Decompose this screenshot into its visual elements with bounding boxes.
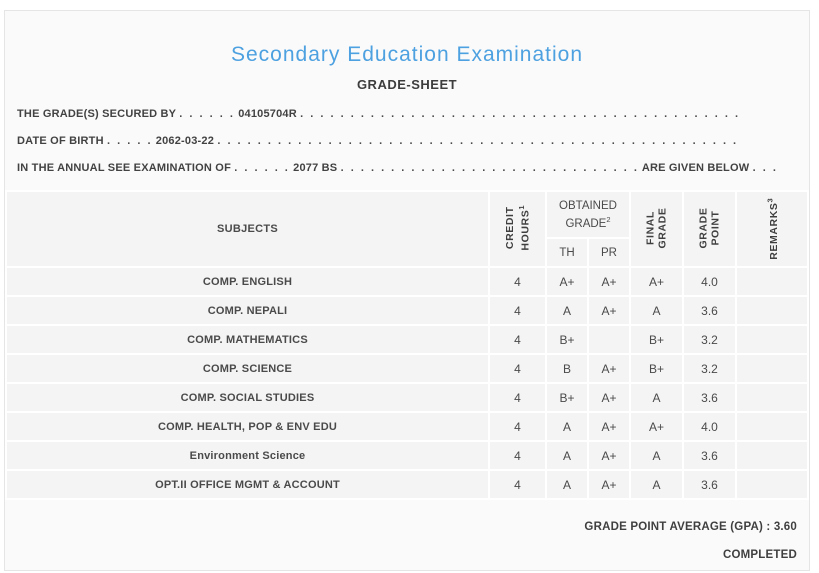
- footnote-marker: 1: [516, 205, 526, 210]
- info-suffix: ARE GIVEN BELOW: [641, 162, 750, 174]
- examination-year-value: 2077 BS: [293, 162, 338, 174]
- practical-grade: A+: [589, 413, 629, 440]
- theory-grade: A: [547, 442, 587, 469]
- grade-point: 4.0: [684, 268, 735, 295]
- remarks-value: [737, 268, 807, 295]
- table-row: [7, 297, 807, 324]
- final-grade: A: [631, 442, 682, 469]
- table-row: [7, 442, 807, 469]
- remarks-value: [737, 355, 807, 382]
- info-line-date-of-birth: [17, 134, 797, 148]
- grade-sheet-panel: [4, 10, 810, 571]
- dot-leader: . . . . . . . . . . . . . . . . . . . . . . . . . . . . . . . . . . . . . . . . . . . . . . . . . . . .: [217, 135, 739, 147]
- grade-point: 3.6: [684, 384, 735, 411]
- credit-hours-value: 4: [490, 471, 545, 498]
- final-grade: B+: [631, 326, 682, 353]
- subject-name: COMP. SCIENCE: [7, 355, 488, 382]
- info-label: DATE OF BIRTH: [17, 135, 104, 147]
- practical-grade: A+: [589, 355, 629, 382]
- col-header-subjects: SUBJECTS: [7, 192, 488, 266]
- col-header-remarks: [737, 192, 807, 266]
- col-header-final-grade: [631, 192, 682, 266]
- table-row: [7, 268, 807, 295]
- info-line-grades-secured-by: [17, 107, 797, 121]
- subject-name: COMP. SOCIAL STUDIES: [7, 384, 488, 411]
- info-label: THE GRADE(S) SECURED BY: [17, 108, 177, 120]
- page-title: Secondary Education Examination: [230, 43, 584, 66]
- theory-grade: B: [547, 355, 587, 382]
- practical-grade: A+: [589, 471, 629, 498]
- col-header-obtained-grade: [547, 192, 629, 237]
- theory-grade: A: [547, 297, 587, 324]
- credit-hours-value: 4: [490, 268, 545, 295]
- credit-hours-value: 4: [490, 384, 545, 411]
- credit-hours-value: 4: [490, 326, 545, 353]
- col-header-final-line1: FINAL: [644, 211, 657, 245]
- theory-grade: A+: [547, 268, 587, 295]
- col-header-credit-line1: CREDIT: [503, 206, 516, 250]
- remarks-value: [737, 297, 807, 324]
- remarks-value: [737, 442, 807, 469]
- final-grade: A+: [631, 268, 682, 295]
- practical-grade: A+: [589, 297, 629, 324]
- grade-point: 3.6: [684, 297, 735, 324]
- table-row: [7, 355, 807, 382]
- grade-point: 4.0: [684, 413, 735, 440]
- grades-table: [5, 190, 809, 500]
- col-header-grade-point: [684, 192, 735, 266]
- table-row: [7, 384, 807, 411]
- col-header-credit-hours: [490, 192, 545, 266]
- theory-grade: A: [547, 413, 587, 440]
- grade-point: 3.6: [684, 471, 735, 498]
- remarks-value: [737, 326, 807, 353]
- col-header-credit-line2: HOURS: [519, 209, 532, 251]
- col-header-point-line2: POINT: [709, 210, 722, 246]
- subject-name: COMP. MATHEMATICS: [7, 326, 488, 353]
- info-line-examination-year: [17, 161, 797, 175]
- remarks-value: [737, 384, 807, 411]
- table-row: [7, 326, 807, 353]
- theory-grade: A: [547, 471, 587, 498]
- dot-leader: . . . . . .: [179, 108, 235, 120]
- grade-sheet-subtitle: GRADE-SHEET: [356, 77, 458, 92]
- final-grade: A: [631, 471, 682, 498]
- info-label: IN THE ANNUAL SEE EXAMINATION OF: [17, 162, 231, 174]
- col-header-point-line1: GRADE: [697, 207, 710, 249]
- final-grade: A: [631, 384, 682, 411]
- dot-leader: . . .: [752, 162, 778, 174]
- table-header-row-1: [7, 192, 807, 237]
- col-header-obtained-line2: GRADE: [565, 217, 607, 230]
- col-header-practical: PR: [589, 239, 629, 266]
- theory-grade: B+: [547, 326, 587, 353]
- theory-grade: B+: [547, 384, 587, 411]
- final-grade: B+: [631, 355, 682, 382]
- grade-point: 3.6: [684, 442, 735, 469]
- subject-name: Environment Science: [7, 442, 488, 469]
- credit-hours-value: 4: [490, 297, 545, 324]
- dot-leader: . . . . .: [107, 135, 153, 147]
- status-completed: COMPLETED: [723, 549, 797, 561]
- footnote-marker: 3: [765, 197, 775, 202]
- col-header-final-line2: GRADE: [656, 207, 669, 249]
- subject-name: COMP. NEPALI: [7, 297, 488, 324]
- dot-leader: . . . . . . . . . . . . . . . . . . . . . . . . . . . . . .: [340, 162, 639, 174]
- subject-name: OPT.II OFFICE MGMT & ACCOUNT: [7, 471, 488, 498]
- table-row: [7, 413, 807, 440]
- final-grade: A+: [631, 413, 682, 440]
- col-header-obtained-line1: OBTAINED: [559, 199, 617, 212]
- footnote-marker: 2: [606, 214, 611, 224]
- gpa-summary: GRADE POINT AVERAGE (GPA) : 3.60: [584, 521, 797, 533]
- subject-name: COMP. ENGLISH: [7, 268, 488, 295]
- practical-grade: A+: [589, 268, 629, 295]
- practical-grade: A+: [589, 442, 629, 469]
- candidate-info: [17, 107, 797, 175]
- grade-point: 3.2: [684, 355, 735, 382]
- credit-hours-value: 4: [490, 355, 545, 382]
- dot-leader: . . . . . . . . . . . . . . . . . . . . . . . . . . . . . . . . . . . . . . . . . . . .: [300, 108, 741, 120]
- dot-leader: . . . . . .: [234, 162, 290, 174]
- credit-hours-value: 4: [490, 442, 545, 469]
- date-of-birth-value: 2062-03-22: [155, 135, 215, 147]
- credit-hours-value: 4: [490, 413, 545, 440]
- practical-grade: [589, 326, 629, 353]
- col-header-theory: TH: [547, 239, 587, 266]
- candidate-symbol-number: 04105704R: [238, 108, 297, 120]
- final-grade: A: [631, 297, 682, 324]
- col-header-remarks-label: REMARKS: [767, 201, 780, 260]
- table-row: [7, 471, 807, 498]
- grade-point: 3.2: [684, 326, 735, 353]
- subject-name: COMP. HEALTH, POP & ENV EDU: [7, 413, 488, 440]
- remarks-value: [737, 471, 807, 498]
- remarks-value: [737, 413, 807, 440]
- practical-grade: A+: [589, 384, 629, 411]
